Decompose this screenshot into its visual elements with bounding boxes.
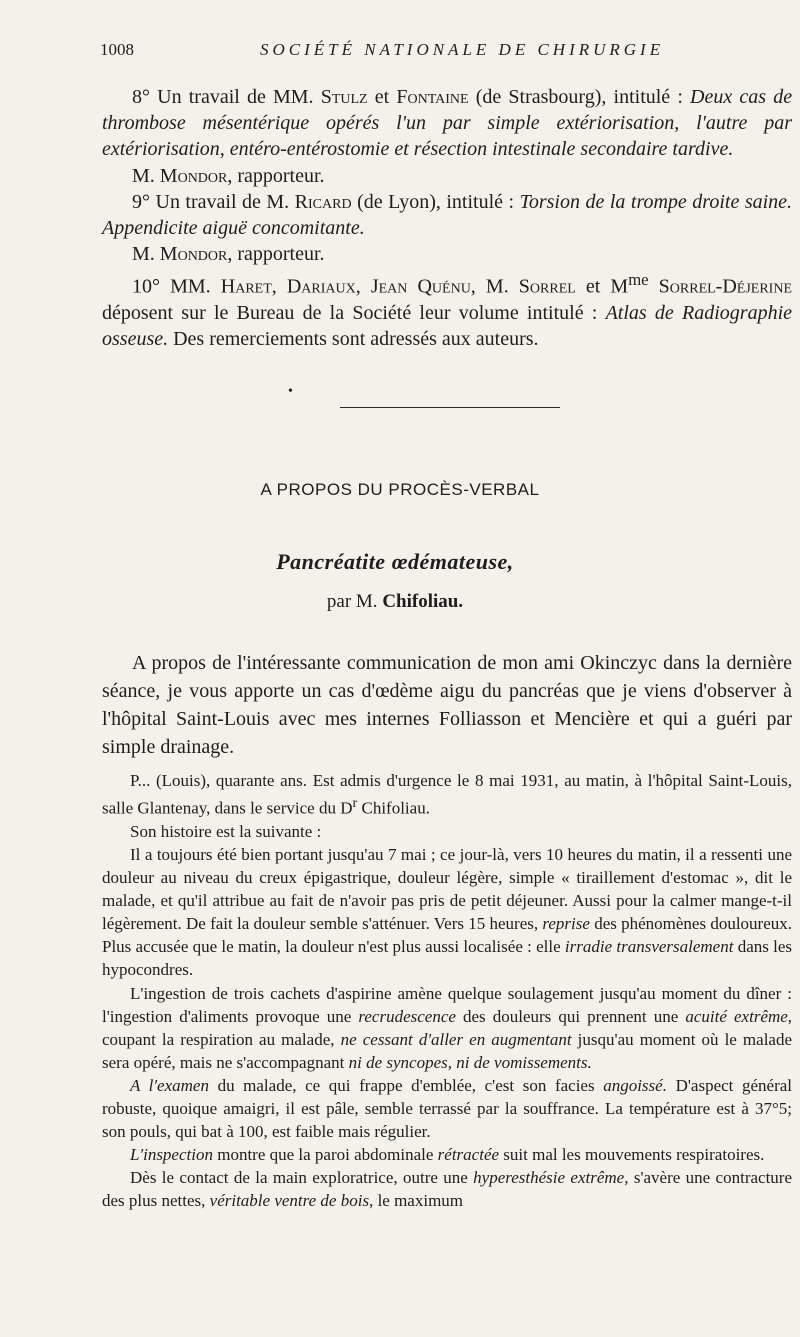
- intro-paragraph: A propos de l'intéressante communication de mon ami Okinczyc dans la dernière séance, je vous apporte un cas d'œdème aigu du pancréas que je viens d'observer à l'hôpital Saint-Louis avec mes internes Folliasson et Mencière et qui a guéri par simple drainage.: [102, 652, 792, 758]
- running-head: [100, 40, 790, 64]
- case-paragraph: Il a toujours été bien portant jusqu'au 7 mai ; ce jour-là, vers 10 heures du matin, il a ressenti une douleur au niveau du creux épigastrique, douleur légère, simple « tiraillement d'estomac », dit le malade, et qu'il attribue au fait de n'avoir pas pris de petit déjeuner. Aussi pour la calmer mange-t-il légèrement. De fait la douleur semble s'atténuer. Vers 15 heures, reprise des phénomènes douloureux. Plus accusée que le matin, la douleur n'est plus aussi localisée : elle irradie transversalement dans les hypocondres.: [102, 844, 793, 980]
- case-paragraph: Son histoire est la suivante :: [130, 821, 322, 841]
- case-paragraph: P... (Louis), quarante ans. Est admis d'urgence le 8 mai 1931, au matin, à l'hôpital Saint-Louis, salle Glantenay, dans le service du $D^r$ Chifoliau.: [102, 771, 792, 818]
- page-number: 1008: [100, 40, 134, 59]
- author-name: Sorrel-Déjerine: [658, 276, 793, 299]
- case-paragraph: L'inspection montre que la paroi abdominale rétractée suit mal les mouvements respiratoires.: [130, 1145, 765, 1165]
- section-divider: [340, 407, 560, 408]
- item-9: 9° Un travail de M. Ricard (de Lyon), intitulé : Torsion de la trompe droite saine. Appendicite aiguë concomitante.: [102, 190, 793, 240]
- item-8: 8° Un travail de MM. Stulz et Fontaine (de Strasbourg), intitulé : Deux cas de thrombose mésentérique opérés l'un par simple extériorisation, l'autre par extériorisation, entéro-entérostomie et résection intestinale secondaire tardive.: [102, 86, 793, 161]
- item-8-rapporteur: M. Mondor, rapporteur.: [132, 164, 325, 187]
- item-10: 10° MM. Haret, Dariaux, Jean Quénu, M. Sorrel et $M^{me}$ Sorrel-Déjerine déposent sur le Bureau de la Société leur volume intitulé : Atlas de Radiographie osseuse. Des remerciements sont adressés aux auteurs.: [102, 270, 793, 351]
- rapporteur-name: Mondor: [159, 243, 228, 266]
- work-title: Atlas de Radiographie osseuse.: [102, 302, 793, 351]
- author-name: Ricard: [294, 190, 352, 213]
- author-names: Haret, Dariaux, Jean Quénu,: [220, 276, 476, 299]
- byline-author: Chifoliau.: [382, 591, 464, 612]
- case-paragraph: L'ingestion de trois cachets d'aspirine amène quelque soulagement jusqu'au moment du dîner : l'ingestion d'aliments provoque une recrudescence des douleurs qui prennent une acuité extrême, coupant la respiration au malade, ne cessant d'aller en augmentant jusqu'au moment où le malade sera opéré, mais ne s'accompagnant ni de syncopes, ni de vomissements.: [102, 983, 793, 1072]
- case-paragraph: A l'examen du malade, ce qui frappe d'emblée, c'est son facies angoissé. D'aspect général robuste, quoique amaigri, il est pâle, semble terrassé par la souffrance. La température est à 37°5; son pouls, qui bat à 100, est faible mais régulier.: [102, 1075, 793, 1142]
- case-paragraph: Dès le contact de la main exploratrice, outre une hyperesthésie extrême, s'avère une contracture des plus nettes, véritable ventre de bois, le maximum: [102, 1168, 793, 1211]
- journal-title: SOCIÉTÉ NATIONALE DE CHIRURGIE: [260, 40, 665, 59]
- author-name: Stulz: [320, 86, 368, 108]
- work-title: Deux cas de thrombose mésentérique opérés l'un par simple extériorisation, l'autre par extériorisation, entéro-entérostomie et résection intestinale secondaire tardive.: [102, 86, 793, 161]
- case-report: [102, 769, 792, 1212]
- work-title: Torsion de la trompe droite saine. Appendicite aiguë concomitante.: [102, 190, 793, 240]
- rapporteur-name: Mondor: [159, 164, 228, 187]
- byline: par M. Chifoliau.: [326, 591, 464, 612]
- section-heading: A PROPOS DU PROCÈS-VERBAL: [260, 480, 540, 499]
- author-name: Fontaine: [396, 86, 469, 108]
- article-title: Pancréatite œdémateuse,: [276, 549, 514, 574]
- author-name: Sorrel: [518, 276, 576, 299]
- item-9-rapporteur: M. Mondor, rapporteur.: [132, 243, 325, 266]
- bullet-mark: •: [288, 384, 293, 399]
- communications-list: [102, 84, 792, 353]
